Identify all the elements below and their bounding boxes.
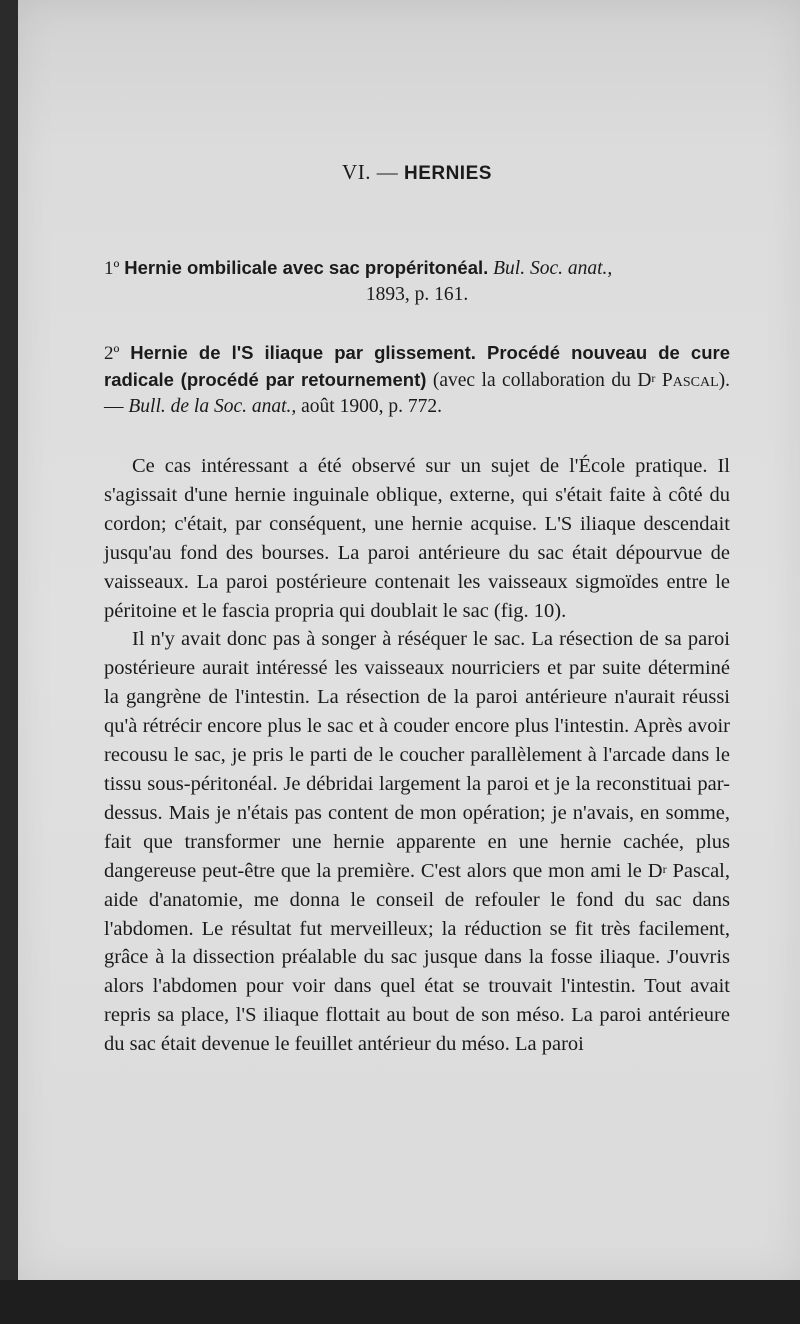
- entry-collab-name: Pascal: [661, 370, 719, 391]
- body-text: [104, 452, 730, 1059]
- entry-number: 1º: [104, 258, 120, 279]
- entry-source: Bul. Soc. anat.,: [493, 258, 613, 279]
- chapter-name: HERNIES: [403, 163, 492, 184]
- book-page: [18, 0, 800, 1280]
- paragraph-2-part-1: Il n'y avait donc pas à songer à réséquer le sac. La résection de sa paroi postérieure aurait intéressé les vaisseaux nourriciers et par suite déterminé la gangrène de l'intestin. La résection de la paroi antérieure n'aurait réussi qu'à rétrécir encore plus le sac et à couder encore plus l'intestin. Après avoir recousu le sac, je pris le parti de le coucher parallèlement à l'arcade dans le tissu sous-péritonéal. Je débridai largement la paroi et je la reconstituai par-dessus. Mais je n'étais pas content de mon opération; je n'avais, en somme, fait que transformer une hernie apparente en une hernie cachée, plus dangereuse peut-être que la première. C'est alors que mon ami le D: [104, 628, 730, 882]
- entry-source: Bull. de la Soc. anat.,: [128, 396, 297, 417]
- entry-details: 1893, p. 161.: [365, 284, 469, 305]
- entry-title: Hernie de l'S iliaque par glissement. Procédé nouveau de cure radicale (procédé par retournement): [104, 342, 730, 390]
- paragraph-2-sup: r: [662, 861, 667, 876]
- bibliography-entry-1: [104, 255, 730, 308]
- chapter-title: [104, 160, 730, 185]
- scan-border: [0, 1280, 800, 1324]
- paragraph-2-part-2: Pascal, aide d'anatomie, me donna le conseil de refouler le fond du sac dans l'abdomen. Le résultat fut merveilleux; la réduction se fit très facilement, grâce à la dissection préalable du sac jusque dans la fosse iliaque. J'ouvris alors l'abdomen pour voir dans quel état se trouvait l'intestin. Tout avait repris sa place, l'S iliaque flottait au bout de son méso. La paroi antérieure du sac était devenue le feuillet antérieur du méso. La paroi: [104, 859, 730, 1056]
- entry-details: août 1900, p. 772.: [301, 396, 442, 417]
- entry-title: Hernie ombilicale avec sac propéritonéal.: [124, 257, 489, 278]
- entry-collab-suffix: ). —: [104, 370, 730, 417]
- entry-collab-prefix: (avec la collaboration du D: [432, 370, 652, 391]
- entry-collab-sup: r: [651, 371, 656, 385]
- paragraph-1: Ce cas intéressant a été observé sur un sujet de l'École pratique. Il s'agissait d'une hernie inguinale oblique, externe, qui s'était faite à côté du cordon; c'était, par conséquent, une hernie acquise. L'S iliaque descendait jusqu'au fond des bourses. La paroi antérieure du sac était dépourvue de vaisseaux. La paroi postérieure contenait les vaisseaux sigmoïdes entre le péritoine et le fascia propria qui doublait le sac (fig. 10).: [104, 455, 730, 622]
- bibliography-entry-2: [104, 340, 730, 420]
- entry-number: 2º: [104, 343, 120, 364]
- chapter-prefix: VI. —: [342, 160, 399, 184]
- paragraph-2: [104, 625, 730, 1059]
